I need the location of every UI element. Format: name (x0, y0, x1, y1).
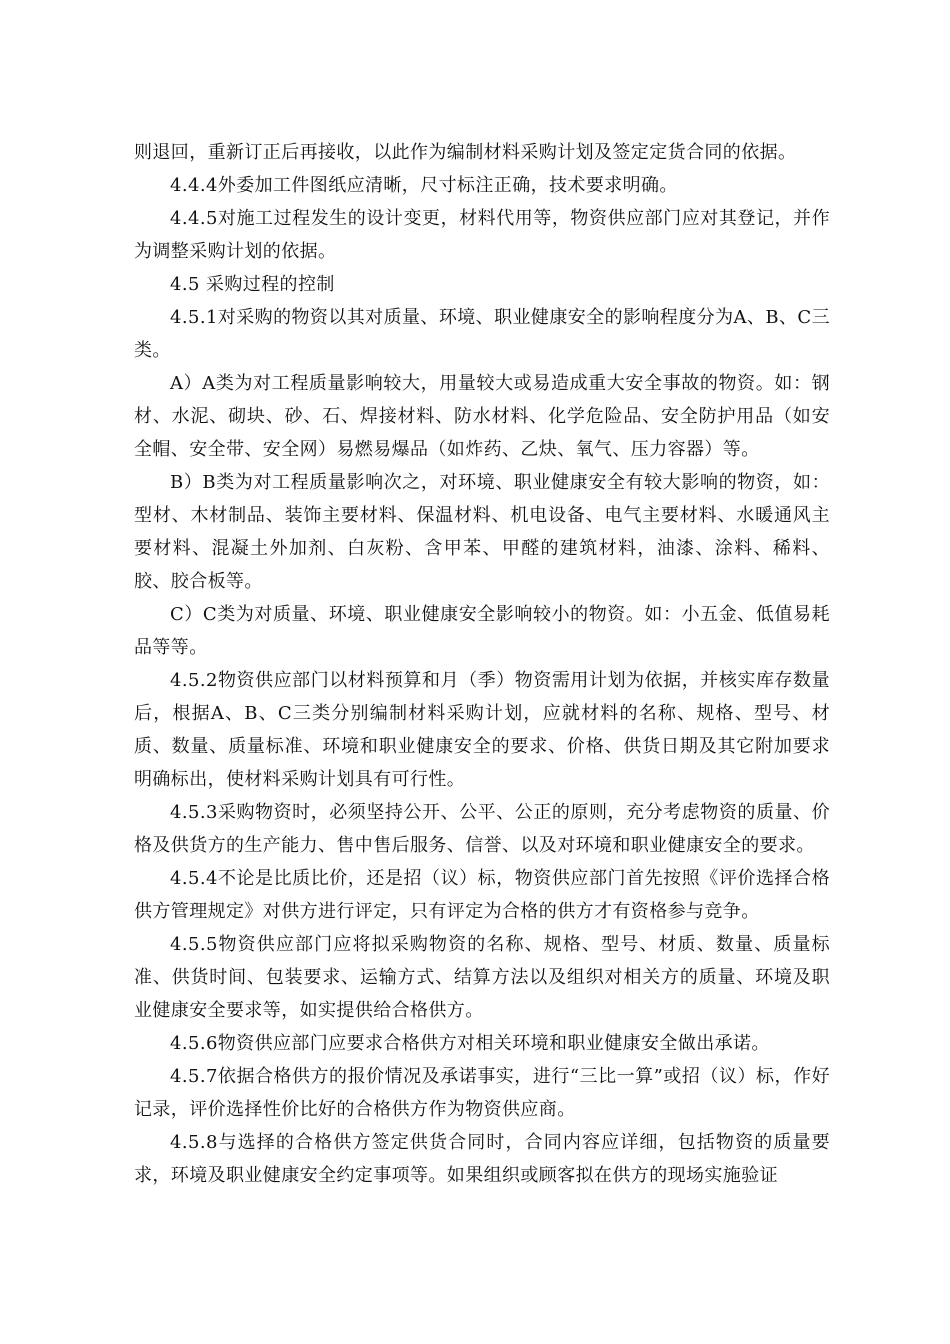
paragraph-4-5-4: 4.5.4不论是比质比价，还是招（议）标，物资供应部门首先按照《评价选择合格供方管理规定》对供方进行评定，只有评定为合格的供方才有资格参与竞争。 (134, 868, 830, 922)
paragraph-4-5-7: 4.5.7依据合格供方的报价情况及承诺事实，进行“三比一算”或招（议）标，作好记录，评价选择性价比好的合格供方作为物资供应商。 (134, 1066, 830, 1120)
paragraph-4-4-4: 4.4.4外委加工件图纸应清晰，尺寸标注正确，技术要求明确。 (170, 175, 678, 196)
paragraph-4-5-8: 4.5.8与选择的合格供方签定供货合同时，合同内容应详细，包括物资的质量要求，环境及职业健康安全约定事项等。如果组织或顾客拟在供方的现场实施验证 (134, 1132, 830, 1186)
paragraph-4-5-1: 4.5.1对采购的物资以其对质量、环境、职业健康安全的影响程度分为A、B、C三类。 (134, 307, 830, 361)
paragraph-4-5-2: 4.5.2物资供应部门以材料预算和月（季）物资需用计划为依据，并核实库存数量后，根据A、B、C三类分别编制材料采购计划，应就材料的名称、规格、型号、材质、数量、质量标准、环境和职业健康安全的要求、价格、供货日期及其它附加要求明确标出，使材料采购计划具有可行性。 (134, 670, 830, 790)
document-body (134, 136, 830, 1192)
paragraph-4-5-6: 4.5.6物资供应部门应要求合格供方对相关环境和职业健康安全做出承诺。 (170, 1033, 770, 1054)
paragraph-class-a: A）A类为对工程质量影响较大，用量较大或易造成重大安全事故的物资。如：钢材、水泥、砌块、砂、石、焊接材料、防水材料、化学危险品、安全防护用品（如安全帽、安全带、安全网）易燃易爆品（如炸药、乙炔、氧气、压力容器）等。 (134, 373, 830, 460)
paragraph-4-5-3: 4.5.3采购物资时，必须坚持公开、公平、公正的原则，充分考虑物资的质量、价格及供货方的生产能力、售中售后服务、信誉、以及对环境和职业健康安全的要求。 (134, 802, 830, 856)
paragraph-4-4-5: 4.4.5对施工过程发生的设计变更，材料代用等，物资供应部门应对其登记，并作为调整采购计划的依据。 (134, 208, 830, 262)
paragraph-continuation: 则退回，重新订正后再接收，以此作为编制材料采购计划及签定定货合同的依据。 (134, 142, 797, 163)
paragraph-class-b: B）B类为对工程质量影响次之，对环境、职业健康安全有较大影响的物资，如：型材、木材制品、装饰主要材料、保温材料、机电设备、电气主要材料、水暖通风主要材料、混凝土外加剂、白灰粉、含甲苯、甲醛的建筑材料，油漆、涂料、稀料、胶、胶合板等。 (134, 472, 830, 592)
paragraph-4-5-5: 4.5.5物资供应部门应将拟采购物资的名称、规格、型号、材质、数量、质量标准、供货时间、包装要求、运输方式、结算方法以及组织对相关方的质量、环境及职业健康安全要求等，如实提供给合格供方。 (134, 934, 830, 1021)
paragraph-class-c: C）C类为对质量、环境、职业健康安全影响较小的物资。如：小五金、低值易耗品等等。 (134, 604, 830, 658)
section-heading-4-5: 4.5 采购过程的控制 (170, 274, 335, 295)
